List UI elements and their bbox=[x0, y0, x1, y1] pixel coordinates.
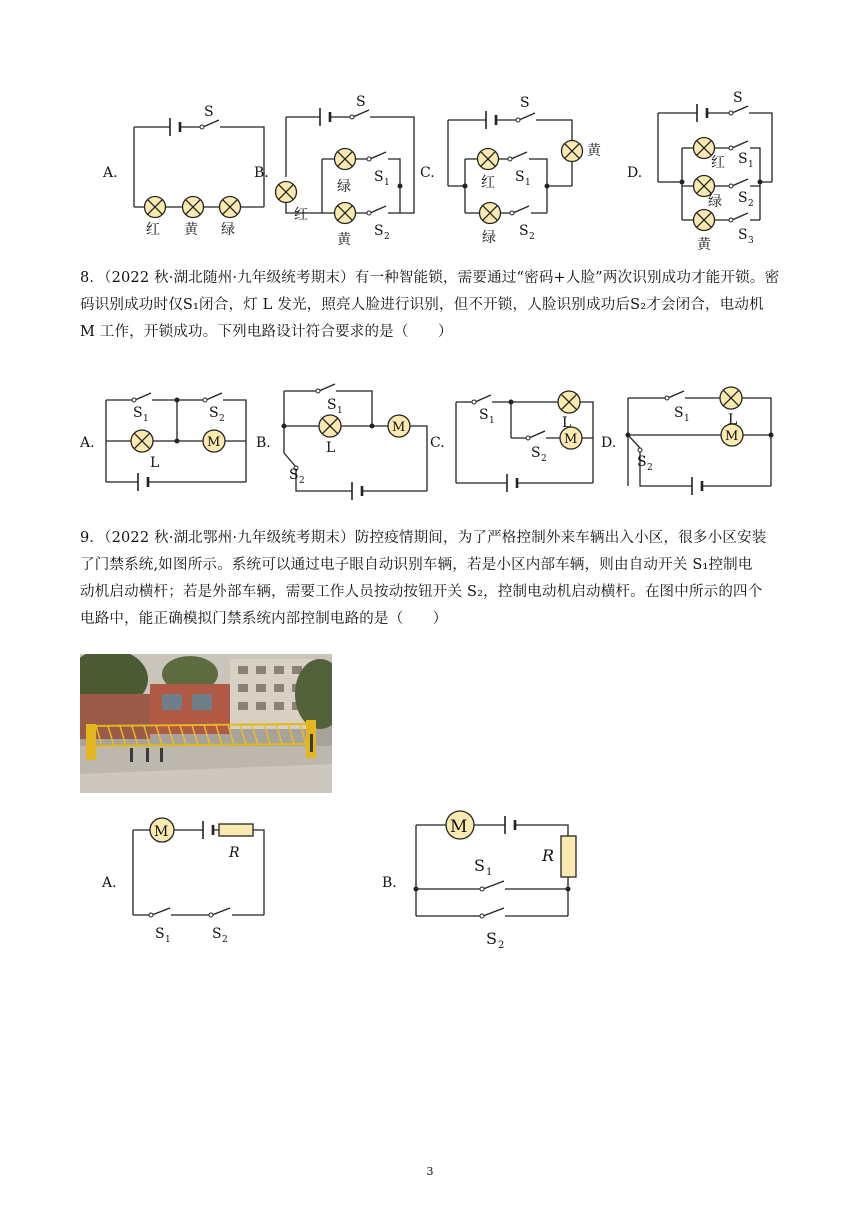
q8b-s1-label: S bbox=[327, 397, 337, 413]
svg-text:2: 2 bbox=[222, 935, 228, 945]
svg-text:1: 1 bbox=[143, 414, 149, 424]
page-number: 3 bbox=[426, 1165, 434, 1178]
q8a-lamp-label: L bbox=[150, 455, 160, 471]
q8d-s2-label: S bbox=[637, 454, 647, 470]
q7b-green-label: 绿 bbox=[337, 179, 351, 195]
q7d-yellow-label: 黄 bbox=[697, 237, 711, 253]
q7a-red-label: 红 bbox=[146, 222, 160, 238]
q7d-green-label: 绿 bbox=[708, 194, 722, 210]
q7-option-a: A. bbox=[103, 165, 118, 181]
q8-line-1: 8．（2022 秋·湖北随州·九年级统考期末）有一种智能锁，需要通过“密码+人脸”两次识别成功才能开锁。密 bbox=[80, 270, 780, 286]
q7b-s2-label: S bbox=[374, 223, 384, 239]
q9-option-a: A. bbox=[102, 875, 117, 891]
q7d-s3-label: S bbox=[738, 227, 748, 243]
q8-circuits bbox=[0, 380, 860, 500]
q8-line-3: M 工作，开锁成功。下列电路设计符合要求的是（ ） bbox=[80, 324, 453, 340]
q9-circuits bbox=[0, 805, 860, 955]
q9a-s2-label: S bbox=[212, 926, 222, 942]
gate-photo bbox=[80, 654, 332, 793]
q7d-s1-label: S bbox=[738, 151, 748, 167]
q7b-s1-label: S bbox=[374, 169, 384, 185]
q7b-switch-label: S bbox=[356, 94, 366, 110]
svg-text:2: 2 bbox=[647, 463, 653, 473]
q9a-s1-label: S bbox=[155, 926, 165, 942]
q8-option-b: B. bbox=[256, 435, 271, 451]
q7d-red-label: 红 bbox=[711, 155, 725, 171]
svg-text:2: 2 bbox=[219, 414, 225, 424]
q9b-motor-label: M bbox=[450, 817, 468, 837]
q7-option-c: C. bbox=[420, 165, 435, 181]
q9-circuit-svg bbox=[0, 805, 860, 955]
q8-option-c: C. bbox=[430, 435, 445, 451]
gate-photo-svg bbox=[80, 654, 332, 793]
q7-circuits bbox=[0, 80, 860, 260]
q7c-red-label: 红 bbox=[481, 175, 495, 191]
q7a-green-label: 绿 bbox=[221, 222, 235, 238]
q7c-yellow-label: 黄 bbox=[587, 143, 601, 159]
q7d-switch-label: S bbox=[733, 90, 743, 106]
q8d-lamp-label: L bbox=[728, 412, 738, 428]
q8a-s2-label: S bbox=[209, 405, 219, 421]
q9a-motor-label: M bbox=[154, 824, 169, 840]
q9b-s2-label: S bbox=[486, 929, 497, 948]
svg-text:2: 2 bbox=[748, 199, 754, 209]
svg-text:1: 1 bbox=[337, 406, 343, 416]
svg-text:2: 2 bbox=[384, 232, 390, 242]
q8b-lamp-label: L bbox=[326, 440, 336, 456]
q8b-motor-label: M bbox=[392, 420, 406, 435]
question-8 bbox=[80, 265, 782, 346]
svg-text:3: 3 bbox=[748, 236, 754, 246]
q7c-s1-label: S bbox=[515, 169, 525, 185]
q8a-s1-label: S bbox=[133, 405, 143, 421]
q8d-s1-label: S bbox=[674, 405, 684, 421]
svg-text:1: 1 bbox=[684, 414, 690, 424]
svg-text:2: 2 bbox=[529, 232, 535, 242]
svg-text:2: 2 bbox=[498, 940, 505, 951]
svg-text:1: 1 bbox=[748, 160, 754, 170]
q8b-s2-label: S bbox=[289, 467, 299, 483]
svg-text:2: 2 bbox=[299, 476, 305, 486]
svg-text:1: 1 bbox=[384, 178, 390, 188]
q7b-red-label: 红 bbox=[294, 207, 308, 223]
q9-line-2: 了门禁系统,如图所示。系统可以通过电子眼自动识别车辆，若是小区内部车辆，则由自动开关 S₁控制电 bbox=[80, 557, 753, 573]
q8c-s1-label: S bbox=[479, 407, 489, 423]
question-9 bbox=[80, 525, 782, 633]
q7-circuit-svg bbox=[0, 80, 860, 260]
q9-line-4: 电路中，能正确模拟门禁系统内部控制电路的是（ ） bbox=[80, 611, 448, 627]
q9a-resistor-label: R bbox=[229, 845, 240, 861]
svg-text:2: 2 bbox=[541, 454, 547, 464]
q7a-yellow-label: 黄 bbox=[184, 222, 198, 238]
q9-line-1: 9．（2022 秋·湖北鄂州·九年级统考期末）防控疫情期间，为了严格控制外来车辆出入小区，很多小区安装 bbox=[80, 530, 767, 546]
q7d-s2-label: S bbox=[738, 190, 748, 206]
q8c-lamp-label: L bbox=[562, 415, 572, 431]
q8a-motor-label: M bbox=[207, 435, 221, 450]
q8-circuit-svg bbox=[0, 380, 860, 500]
q7-option-b: B. bbox=[254, 165, 269, 181]
q9b-resistor-label: R bbox=[542, 846, 555, 865]
q8-line-2: 码识别成功时仅S₁闭合，灯 L 发光，照亮人脸进行识别，但不开锁，人脸识别成功后S₂才会闭合，电动机 bbox=[80, 297, 764, 313]
svg-text:1: 1 bbox=[165, 935, 171, 945]
svg-text:1: 1 bbox=[489, 416, 495, 426]
svg-text:1: 1 bbox=[525, 178, 531, 188]
q8c-motor-label: M bbox=[564, 432, 578, 447]
q7b-yellow-label: 黄 bbox=[337, 232, 351, 248]
svg-text:1: 1 bbox=[486, 867, 493, 878]
q9b-s1-label: S bbox=[474, 856, 485, 875]
q7c-s2-label: S bbox=[519, 223, 529, 239]
q8-option-d: D. bbox=[601, 435, 617, 451]
q9-line-3: 动机启动横杆；若是外部车辆，需要工作人员按动按钮开关 S₂，控制电动机启动横杆。在图中所示的四个 bbox=[80, 584, 763, 600]
q8-option-a: A. bbox=[80, 435, 95, 451]
q8c-s2-label: S bbox=[531, 445, 541, 461]
q9-option-b: B. bbox=[382, 875, 397, 891]
q7-option-d: D. bbox=[627, 165, 643, 181]
q7c-switch-label: S bbox=[520, 95, 530, 111]
q7a-switch-label: S bbox=[204, 104, 214, 120]
q8d-motor-label: M bbox=[725, 429, 739, 444]
q7c-green-label: 绿 bbox=[482, 230, 496, 246]
